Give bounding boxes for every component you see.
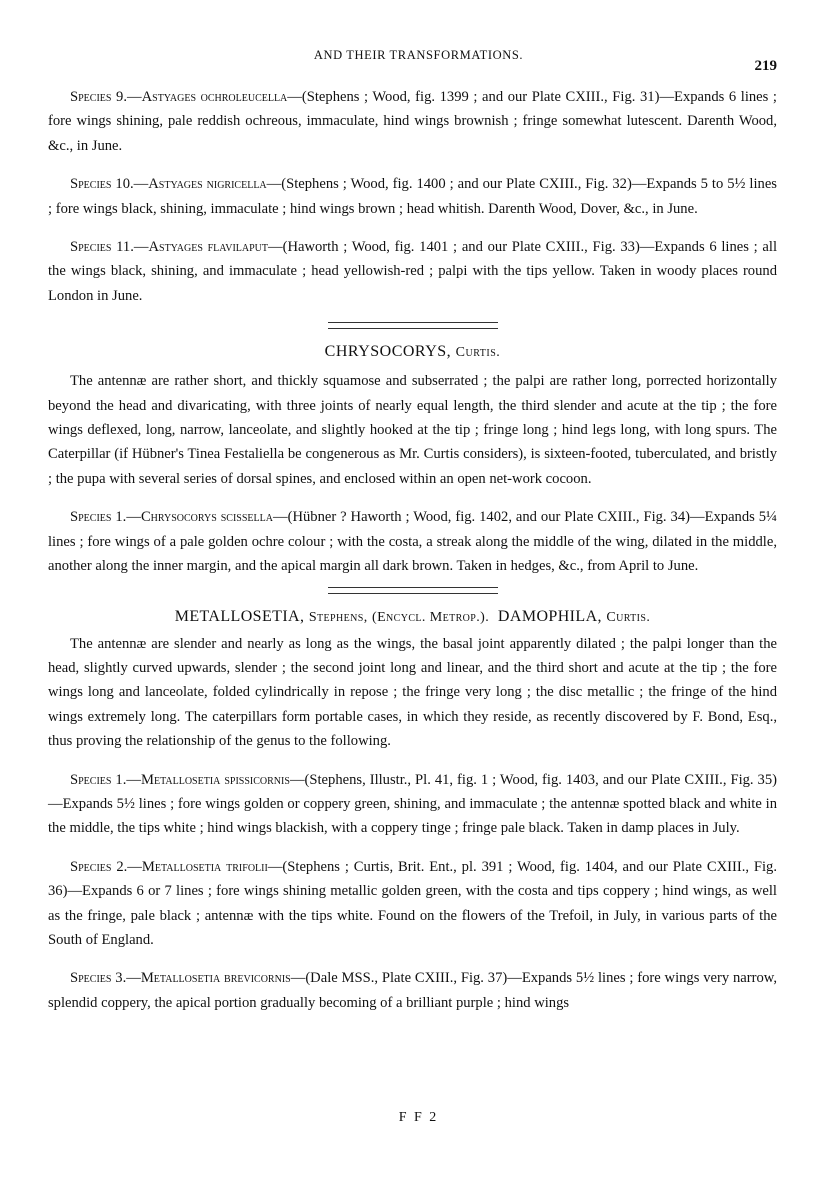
species-text: —(Stephens ; Wood, fig. 1399 ; and our Plate CXIII., Fig. 31)—Expands 6 lines ; fore wings shining, pale reddish ochreous, immaculate, hind wings brownish ; fringe somewhat lutescent. Darenth Wood, &c., in June. [48,89,777,154]
species-text: —(Haworth ; Wood, fig. 1401 ; and our Plate CXIII., Fig. 33)—Expands 6 lines ; all the wings black, shining, and immaculate ; head yellowish-red ; palpi with the tips yellow. Taken in woody places round London in June. [48,239,777,304]
species-entry: Species 9.—Astyages ochroleucella—(Stephens ; Wood, fig. 1399 ; and our Plate CXIII., Fig. 31)—Expands 6 lines ; fore wings shining, pale reddish ochreous, immaculate, hind wings brownish ; fringe somewhat lutescent. Darenth Wood, &c., in June. [48,89,777,154]
species-name: Astyages flavilaput [148,239,268,256]
species-label: Species 9. [70,89,127,105]
genus-author: Stephens, [308,609,368,625]
species-entry: Species 2.—Metallosetia trifolii—(Stephens ; Curtis, Brit. Ent., pl. 391 ; Wood, fig. 1404, and our Plate CXIII., Fig. 36)—Expands 6 or 7 lines ; fore wings shining metallic golden green, with the costa and tips coppery ; hind wings, as well as the fringe, pale black ; antennæ with the tips white. Found on the flowers of the Trefoil, in July, in various parts of the South of England. [48,858,777,948]
genus-reference: (Encycl. Metrop.). [372,609,490,625]
species-text: —(Stephens ; Wood, fig. 1400 ; and our Plate CXIII., Fig. 32)—Expands 5 to 5½ lines ; fore wings black, shining, immaculate ; hind wings brown ; head whitish. Darenth Wood, Dover, &c., in June. [48,176,777,217]
species-entry: Species 1.—Metallosetia spissicornis—(Stephens, Illustr., Pl. 41, fig. 1 ; Wood, fig. 1403, and our Plate CXIII., Fig. 35)—Expands 5½ lines ; fore wings golden or coppery green, shining, and immaculate ; the antennæ spotted black and white in the middle, the tips white ; hind wings blackish, with a coppery tinge ; fringe pale black. Taken in damp places in July. [48,771,777,837]
page-number: 219 [754,58,777,74]
species-label: Species 11. [70,239,134,256]
genus-author: Curtis. [455,345,501,361]
genus-alt-author: Curtis. [606,609,651,625]
section-divider [328,322,498,329]
genus-heading [48,343,777,361]
signature-mark: F F 2 [398,1110,439,1125]
species-entry: Species 11.—Astyages flavilaput—(Haworth ; Wood, fig. 1401 ; and our Plate CXIII., Fig. 33)—Expands 6 lines ; all the wings black, shining, and immaculate ; head yellowish-red ; palpi with the tips yellow. Taken in woody places round London in June. [48,239,777,304]
species-label: Species 1. [70,771,127,788]
species-name: Metallosetia trifolii [141,858,268,875]
species-entry: Species 1.—Chrysocorys scissella—(Hübner ? Haworth ; Wood, fig. 1402, and our Plate CXIII., Fig. 34)—Expands 5¼ lines ; fore wings of a pale golden ochre colour ; with the costa, a streak along the middle of the wing, dilated in the middle, another along the inner margin, and the apical margin all dark brown. Taken in hedges, &c., from April to June. [48,509,777,575]
species-text: —(Stephens ; Curtis, Brit. Ent., pl. 391 ; Wood, fig. 1404, and our Plate CXIII., Fig. 36)—Expands 6 or 7 lines ; fore wings shining metallic golden green, with the costa and tips coppery ; hind wings, as well as the fringe, pale black ; antennæ with the tips white. Found on the flowers of the Trefoil, in July, in various parts of the South of England. [48,858,777,948]
genus-description: The antennæ are slender and nearly as long as the wings, the basal joint apparently dilated ; the palpi longer than the head, slightly curved upwards, slender ; the second joint long and linear, and the third short and acute at the tip ; the fore wings long and lanceolate, folded cylindrically in repose ; the fringe very long ; the disc metallic ; the fringe of the hind wings extremely long. The caterpillars form portable cases, in which they reside, as recently discovered by F. Bond, Esq., thus proving the relationship of the genus to the following. [48,635,777,750]
species-name: Astyages ochroleucella [141,89,288,105]
species-label: Species 10. [70,176,134,193]
species-text: —(Dale MSS., Plate CXIII., Fig. 37)—Expands 5½ lines ; fore wings very narrow, splendid coppery, the apical portion gradually becoming of a brilliant purple ; hind wings [48,970,777,1011]
species-text: —(Hübner ? Haworth ; Wood, fig. 1402, and our Plate CXIII., Fig. 34)—Expands 5¼ lines ; fore wings of a pale golden ochre colour ; with the costa, a streak along the middle of the wing, dilated in the middle, another along the inner margin, and the apical margin all dark brown. Taken in hedges, &c., from April to June. [48,509,777,575]
species-label: Species 1. [70,509,127,526]
species-name: Astyages nigricella [148,176,267,193]
genus-name: METALLOSETIA, [174,607,305,625]
species-entry: Species 3.—Metallosetia brevicornis—(Dale MSS., Plate CXIII., Fig. 37)—Expands 5½ lines ; fore wings very narrow, splendid coppery, the apical portion gradually becoming of a brilliant purple ; hind wings [48,970,777,1011]
genus-name: CHRYSOCORYS, [324,343,452,361]
species-entry: Species 10.—Astyages nigricella—(Stephens ; Wood, fig. 1400 ; and our Plate CXIII., Fig. 32)—Expands 5 to 5½ lines ; fore wings black, shining, immaculate ; hind wings brown ; head whitish. Darenth Wood, Dover, &c., in June. [48,176,777,217]
genus-alt-name: DAMOPHILA, [497,607,602,625]
species-name: Metallosetia spissicornis [140,771,290,788]
section-divider [328,587,498,594]
page-content [48,85,777,1029]
genus-heading [48,608,777,626]
species-label: Species 3. [70,970,127,987]
species-name: Metallosetia brevicornis [140,970,291,987]
species-name: Chrysocorys scissella [140,509,273,526]
genus-description: The antennæ are rather short, and thickly squamose and subserrated ; the palpi are rather long, porrected horizontally beyond the head and divaricating, with three joints of nearly equal length, the third slender and acute at the tip ; the fore wings deflexed, long, narrow, lanceolate, and slightly hooked at the tip ; fringe long ; hind legs long, with long spurs. The Caterpillar (if Hübner's Tinea Festaliella be congenerous as Mr. Curtis considers), is sixteen-footed, tuberculated, and bristly ; the pupa with several series of dorsal spines, and enclosed within an open net-work cocoon. [48,373,777,487]
running-title: AND THEIR TRANSFORMATIONS. [313,48,524,62]
species-text: —(Stephens, Illustr., Pl. 41, fig. 1 ; Wood, fig. 1403, and our Plate CXIII., Fig. 35)—Expands 5½ lines ; fore wings golden or coppery green, shining, and immaculate ; the antennæ spotted black and white in the middle, the tips white ; hind wings blackish, with a coppery tinge ; fringe pale black. Taken in damp places in July. [48,771,777,837]
species-label: Species 2. [70,858,128,875]
